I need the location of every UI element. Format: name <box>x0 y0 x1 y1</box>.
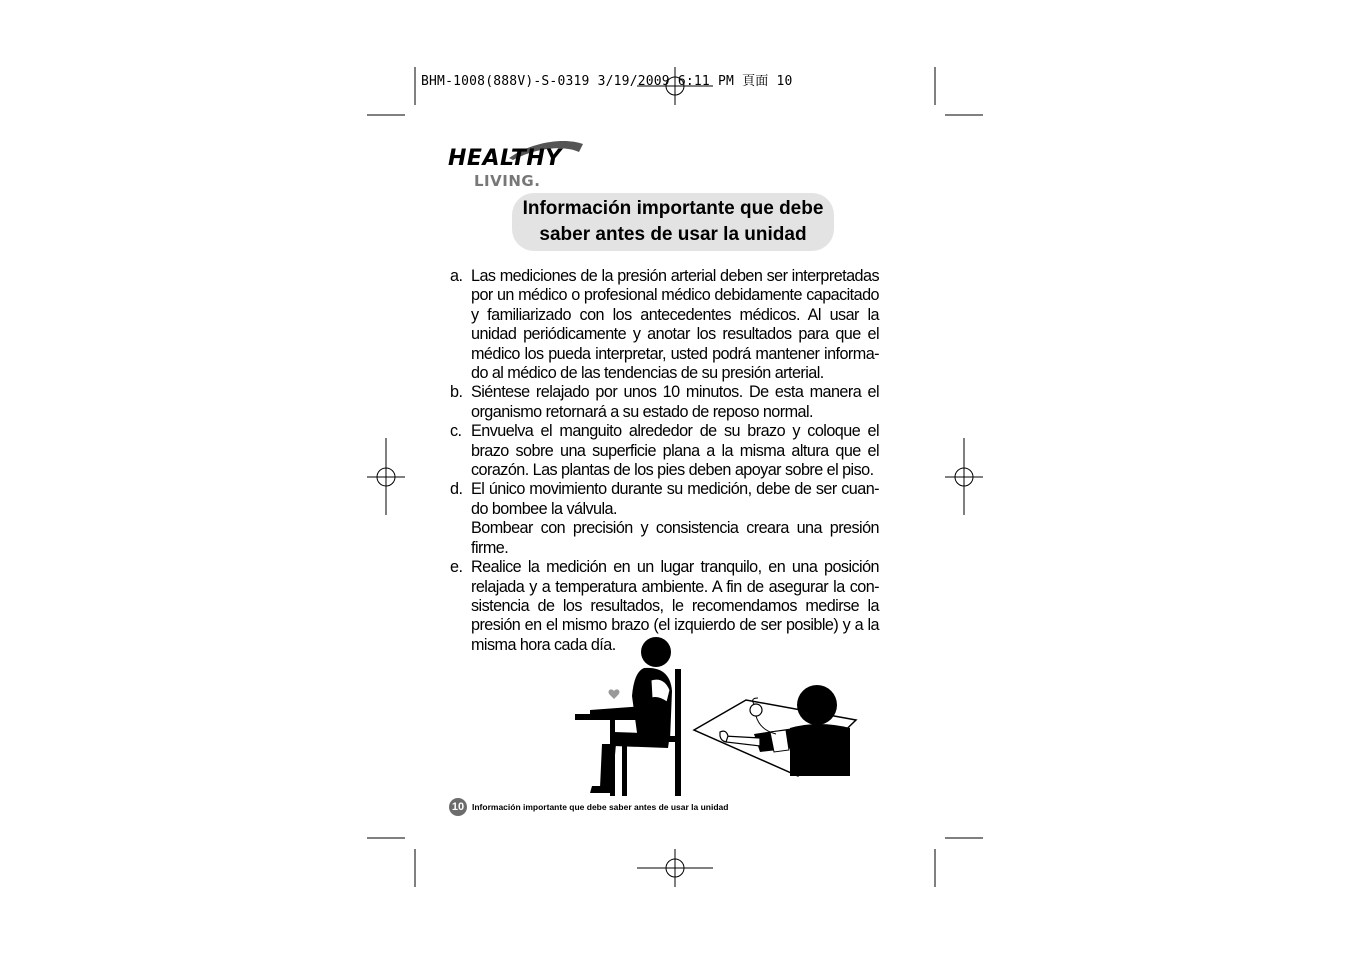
list-marker: b. <box>450 383 463 402</box>
print-slug-header: BHM-1008(888V)-S-0319 3/19/2009 6:11 PM 頁面 10 <box>421 74 793 89</box>
brand-logo-living: LIVING. <box>474 172 541 190</box>
list-item-text: El único movimiento durante su medición, debe de ser cuan-do bombee la válvula. <box>471 480 879 518</box>
brand-logo-healthy: HEALTHY <box>448 146 562 171</box>
list-item <box>450 480 879 558</box>
list-marker: e. <box>450 558 463 577</box>
page-number-badge: 10 <box>449 798 467 816</box>
instruction-list <box>450 267 879 655</box>
footer-running-title: Información importante que debe saber antes de usar la unidad <box>472 802 729 812</box>
list-item-text: Siéntese relajado por unos 10 minutos. De esta manera el organismo retornará a su estado de reposo normal. <box>471 383 879 421</box>
list-item-text: Bombear con precisión y consistencia creara una presión firme. <box>471 519 879 557</box>
list-marker: a. <box>450 267 463 285</box>
list-item <box>450 267 879 383</box>
section-title-line-1: Información importante que debe <box>522 198 824 219</box>
list-item-text: Las mediciones de la presión arterial deben ser interpretadas por un médico o profesional médico debidamente capacitado y familiarizado con los antecedentes médicos. Al usar la unidad periódicamente y anotar los resultados para que el médico los pueda interpretar, usted podrá mantener informa-do al médico de las tendencias de su presión arterial. <box>471 267 879 383</box>
list-marker: d. <box>450 480 463 499</box>
list-item <box>450 422 879 480</box>
list-marker: c. <box>450 422 462 441</box>
list-item-text: Realice la medición en un lugar tranquilo, en una posición relajada y a temperatura ambiente. A fin de asegurar la con-sistencia de los resultados, le recomendamos medirse la presión en el mismo brazo (el izquierdo de ser posible) y a la misma hora cada día. <box>471 558 879 654</box>
list-item <box>450 383 879 422</box>
list-item-text: Envuelva el manguito alrededor de su brazo y coloque el brazo sobre una superficie plana a la misma altura que el corazón. Las plantas de los pies deben apoyar sobre el piso. <box>471 422 879 480</box>
seated-person-illustration <box>572 636 692 796</box>
section-title <box>512 193 834 251</box>
section-title-line-2: saber antes de usar la unidad <box>539 224 807 245</box>
arm-cuff-illustration <box>690 684 860 780</box>
